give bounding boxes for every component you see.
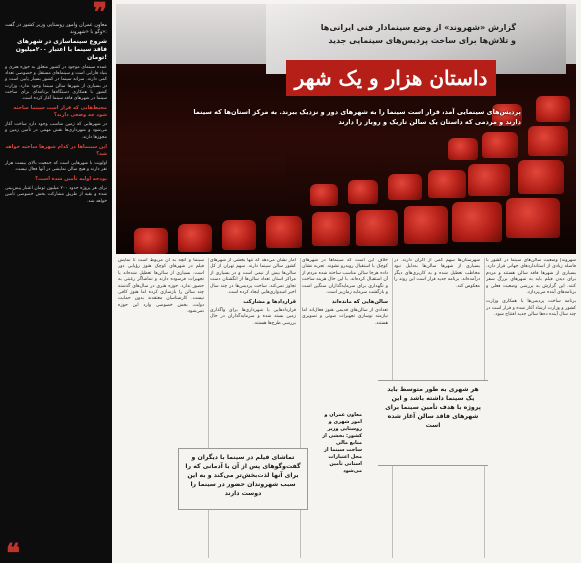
sidebar-question: محیط‌هایی که قرار است سینما ساخته شود چه وضعی دارند؟ [13, 105, 107, 119]
article-paragraph: شهروند| وضعیت سالن‌های سینما در کشور با فاصله زیادی از استانداردهای جهانی قرار دارد. بسیاری از شهرها فاقد سالن هستند و مردم برای دیدن فیلم باید به شهرهای بزرگ سفر کنند. این گزارش به بررسی وضعیت فعلی و برنامه‌های آینده می‌پردازد. [486, 258, 576, 296]
cinema-seat [178, 224, 212, 252]
cinema-hero-photo [116, 4, 576, 254]
main-headline: داستان هزار و یک شهر [286, 60, 496, 96]
article-paragraph: خلاف این است که سینماها در شهرهای کوچک با استقبال روبه‌رو نشوند. تجربه نشان داده هرجا سالن مناسب ساخته شده مردم از آن استقبال کرده‌اند. با این حال هزینه ساخت و نگهداری برای سرمایه‌گذاران سنگین است و بازگشت سرمایه زمان‌بر است. [302, 258, 388, 296]
article-subheading: سالن‌هایی که مانده‌اند [331, 299, 388, 306]
cinema-seat [428, 170, 466, 198]
article-column [302, 258, 388, 558]
cinema-seat [404, 206, 448, 244]
cinema-seat [528, 126, 568, 156]
sidebar-intro: معاون عمران وامور روستایی وزیر کشور در گفت وگو با «شهروند»: [5, 22, 107, 35]
sidebar-paragraph: برای هر پروژه حدود ۲۰۰ میلیون تومان اعتبار پیش‌بینی شده و بقیه از طریق مشارکت بخش خصوصی تأمین خواهد شد. [5, 186, 107, 204]
cinema-seat [310, 184, 338, 206]
pull-quote-text: تماشای فیلم در سینما با دیگران و گفت‌وگوهای پس از آن با آدمانی که را برای آنها لذت‌بخش‌تر می‌کند و به این سبب شهروندان حضور در سینما را دوست دارند [185, 454, 301, 497]
interview-sidebar [0, 0, 112, 563]
cinema-seat [468, 164, 510, 196]
headline-kicker: گزارش «شهروند» از وضع سینمادار فنی ایرانی‌ها [320, 23, 516, 32]
article-paragraph: تعدادی از سالن‌های قدیمی هنوز فعال‌اند اما نیازمند نوسازی تجهیزات صوتی و تصویری هستند. [302, 307, 388, 326]
sidebar-paragraph: اولویت با شهرهایی است که جمعیت بالای بیست هزار نفر دارند و هیچ سالن نمایشی در آنها فعال نیست. [5, 160, 107, 173]
pull-quote [378, 380, 488, 466]
cinema-seat [452, 202, 502, 242]
article-column [118, 258, 204, 558]
close-quote-icon: ❝ [6, 539, 20, 563]
cinema-seat [518, 160, 564, 194]
sidebar-headline: شروع سینماسازی در شهرهای فاقد سینما با اعتبار ۲۰۰میلیون تومان! [15, 38, 107, 61]
pull-quote-text: هر شهری به طور متوسط باید یک سینما داشته باشد و این پروژه با هدف تأمین سینما برای شهرهای فاقد سالن آغاز شده است [385, 386, 481, 429]
cinema-seat [448, 138, 478, 160]
article-column [486, 258, 576, 558]
sidebar-question: این سینماها در کدام شهرها ساخته خواهد شد؟ [5, 143, 107, 157]
sidebar-question: بودجه اولیه تأمین شده است؟ [35, 176, 107, 183]
cinema-seat [506, 198, 560, 238]
article-subheading: قراردادها و مشارکت [243, 299, 296, 306]
cinema-seat [348, 180, 378, 204]
article-paragraph: شهرستان‌ها سهم کمی از اکران دارند. در بسیاری از شهرها سالن‌ها به‌دلیل نبود مخاطب تعطیل شده و به کاربری‌های دیگر درآمده‌اند. برنامه جدید قرار است این روند را معکوس کند. [394, 258, 480, 289]
article-paragraph: آمار نشان می‌دهد که تنها بخشی از شهرهای کشور سالن سینما دارند. سهم تهران از کل سالن‌ها بیش از نیمی است و در بسیاری از مراکز استان تعداد سالن‌ها از انگشتان دست تجاوز نمی‌کند. ساخت پردیس‌ها در چند سال اخیر امیدواری‌هایی ایجاد کرده است. [210, 258, 296, 296]
ceiling-area [116, 4, 576, 64]
cinema-seat [266, 216, 302, 248]
headline-kicker-2: و تلاش‌ها برای ساخت پردیس‌های سینمایی جدید [328, 36, 516, 45]
article-body [118, 258, 576, 558]
open-quote-icon: ❞ [93, 0, 107, 28]
headline-lead: پردیس‌های سینمایی آمد، قرار است سینما را به شهرهای دور و نزدیک ببرند. به مرکز استان‌ها که سینما دارند و مردمی که داستان یک سالن تاریک و روباز را دارند [193, 108, 521, 126]
cinema-seat [356, 210, 398, 246]
article-paragraph: برنامه ساخت پردیس‌ها با همکاری وزارت کشور و وزارت ارشاد آغاز شده و قرار است در چند سال آینده ده‌ها سالن جدید افتتاح شود. [486, 299, 576, 318]
article-paragraph: قراردادهایی با شهرداری‌ها برای واگذاری زمین بسته شده و سرمایه‌گذاران در حال بررسی طرح‌ها هستند. [210, 307, 296, 326]
cinema-seat [134, 228, 168, 254]
article-column [210, 258, 296, 558]
pull-quote [178, 448, 308, 510]
cinema-seat [222, 220, 256, 250]
sidebar-paragraph: در شهرهایی که زمین مناسب وجود دارد ساخت آغاز می‌شود و شهرداری‌ها نقش مهمی در تأمین زمین و مجوزها دارند. [5, 122, 107, 140]
cinema-seat [482, 132, 518, 158]
inset-headline: معاون عمران و امور شهری و روستایی وزیر کشور: بخشی از منابع مالی ساخت سینما از محل اعتبارات استانی تأمین می‌شود [322, 412, 362, 474]
article-paragraph: سینما و آنچه به آن مربوط است تا نمایش فیلم در شهرهای کوچک هنوز رؤیایی دور است. بسیاری از سالن‌ها تعطیل شده‌اند یا تجهیزات فرسوده دارند و تماشاگر رغبتی به حضور ندارد. حوزه هنری در سال‌های گذشته چند سالن را بازسازی کرده اما هنوز کافی نیست. کارشناسان معتقدند بدون حمایت دولت، بخش خصوصی وارد این حوزه نمی‌شود. [118, 258, 204, 315]
sidebar-paragraph: عمده سینمای موجود در کشور متعلق به حوزه هنری و بنیاد فارابی است و سینماهای مستقل و خصوصی تعداد کمی دارند. سرانه سینما در کشور بسیار پایین است و در بسیاری از شهرها سالن سینما وجود ندارد. وزارت کشور با همکاری دستگاه‌ها برنامه‌ای برای ساخت سینما در شهرهای فاقد سینما آغاز کرده است. [5, 65, 107, 102]
cinema-seat [536, 96, 570, 122]
cinema-seat [312, 212, 350, 246]
cinema-seat [388, 174, 422, 200]
